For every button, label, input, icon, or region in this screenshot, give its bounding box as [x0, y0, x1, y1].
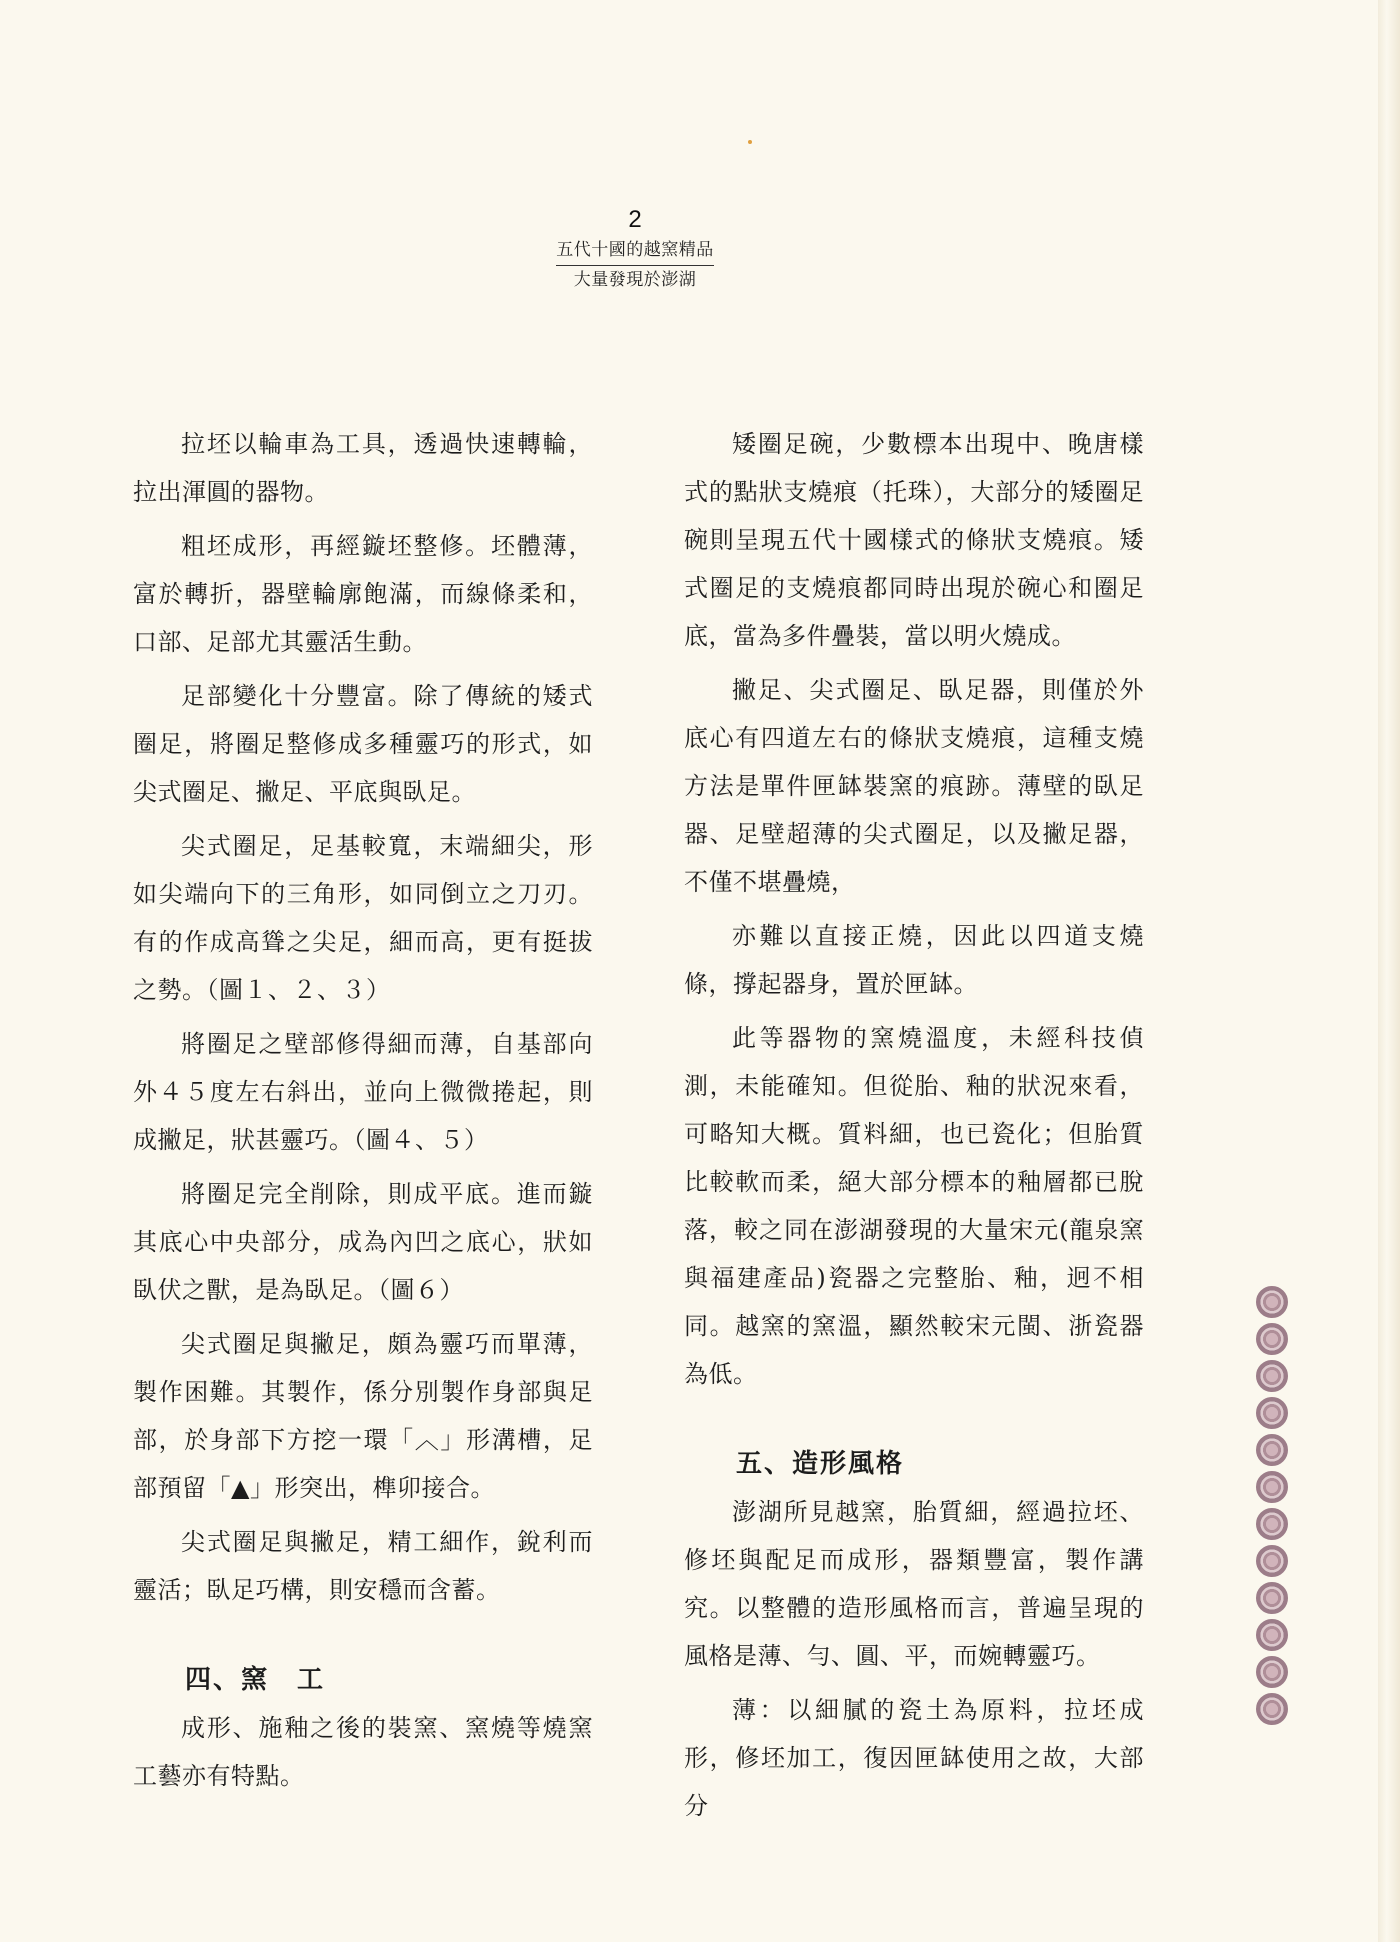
paragraph: 矮圈足碗，少數標本出現中、晚唐樣式的點狀支燒痕（托珠），大部分的矮圈足碗則呈現五代十國樣式的條狀支燒痕。矮式圈足的支燒痕都同時出現於碗心和圈足底，當為多件疊裝，當以明火燒成。	[684, 430, 1144, 650]
seal-icon	[1256, 1656, 1288, 1688]
seal-icon	[1256, 1619, 1288, 1651]
seal-icon	[1256, 1545, 1288, 1577]
seal-icon	[1256, 1693, 1288, 1725]
paragraph: 此等器物的窯燒溫度，未經科技偵測，未能確知。但從胎、釉的狀況來看，可略知大概。質料細，也已瓷化；但胎質比較軟而柔，絕大部分標本的釉層都已脫落，較之同在澎湖發現的大量宋元(龍泉窯與福建產品)瓷器之完整胎、釉，迥不相同。越窯的窯溫，顯然較宋元閩、浙瓷器為低。	[684, 1024, 1144, 1388]
paragraph: 足部變化十分豐富。除了傳統的矮式圈足，將圈足整修成多種靈巧的形式，如尖式圈足、撇足、平底與臥足。	[133, 682, 593, 806]
paragraph: 撇足、尖式圈足、臥足器，則僅於外底心有四道左右的條狀支燒痕，這種支燒方法是單件匣缽裝窯的痕跡。薄壁的臥足器、足壁超薄的尖式圈足，以及撇足器，不僅不堪疊燒，	[684, 676, 1144, 896]
decorative-seal-strip	[1256, 1286, 1292, 1730]
seal-icon	[1256, 1397, 1288, 1429]
paragraph: 薄：以細膩的瓷土為原料，拉坯成形，修坯加工，復因匣缽使用之故，大部分	[684, 1696, 1144, 1820]
header-title-line1: 五代十國的越窯精品	[556, 239, 714, 266]
seal-icon	[1256, 1582, 1288, 1614]
right-column	[684, 420, 1144, 1830]
page-number: 2	[628, 206, 642, 233]
paragraph: 尖式圈足與撇足，精工細作，銳利而靈活；臥足巧構，則安穩而含蓄。	[133, 1528, 593, 1604]
seal-icon	[1256, 1471, 1288, 1503]
header-title-line2: 大量發現於澎湖	[573, 270, 697, 289]
seal-icon	[1256, 1323, 1288, 1355]
section-heading-4: 四、窯 工	[185, 1665, 326, 1695]
paragraph: 拉坯以輪車為工具，透過快速轉輪，拉出渾圓的器物。	[133, 430, 593, 506]
running-header	[520, 205, 750, 291]
seal-icon	[1256, 1508, 1288, 1540]
paragraph: 將圈足完全削除，則成平底。進而鏇其底心中央部分，成為內凹之底心，狀如臥伏之獸，是為臥足。（圖６）	[133, 1180, 593, 1304]
left-column	[133, 420, 593, 1800]
paragraph: 澎湖所見越窯，胎質細，經過拉坯、修坯與配足而成形，器類豐富，製作講究。以整體的造形風格而言，普遍呈現的風格是薄、勻、圓、平，而婉轉靈巧。	[684, 1498, 1144, 1670]
seal-icon	[1256, 1360, 1288, 1392]
paragraph: 尖式圈足與撇足，頗為靈巧而單薄，製作困難。其製作，係分別製作身部與足部，於身部下方挖一環「︿」形溝槽，足部預留「▲」形突出，榫卯接合。	[133, 1330, 593, 1502]
seal-icon	[1256, 1434, 1288, 1466]
paragraph: 成形、施釉之後的裝窯、窯燒等燒窯工藝亦有特點。	[133, 1714, 593, 1790]
paragraph: 將圈足之壁部修得細而薄，自基部向外４５度左右斜出，並向上微微捲起，則成撇足，狀甚靈巧。（圖４、５）	[133, 1030, 593, 1154]
paragraph: 尖式圈足，足基較寬，末端細尖，形如尖端向下的三角形，如同倒立之刀刃。有的作成高聳之尖足，細而高，更有挺拔之勢。（圖１、２、３）	[133, 832, 593, 1004]
section-heading-5: 五、造形風格	[736, 1449, 905, 1479]
page-edge	[1378, 0, 1400, 1942]
seal-icon	[1256, 1286, 1288, 1318]
paragraph: 粗坯成形，再經鏇坯整修。坯體薄，富於轉折，器壁輪廓飽滿，而線條柔和，口部、足部尤其靈活生動。	[133, 532, 593, 656]
paragraph: 亦難以直接正燒，因此以四道支燒條，撐起器身，置於匣缽。	[684, 922, 1144, 998]
ink-speck	[748, 140, 752, 144]
